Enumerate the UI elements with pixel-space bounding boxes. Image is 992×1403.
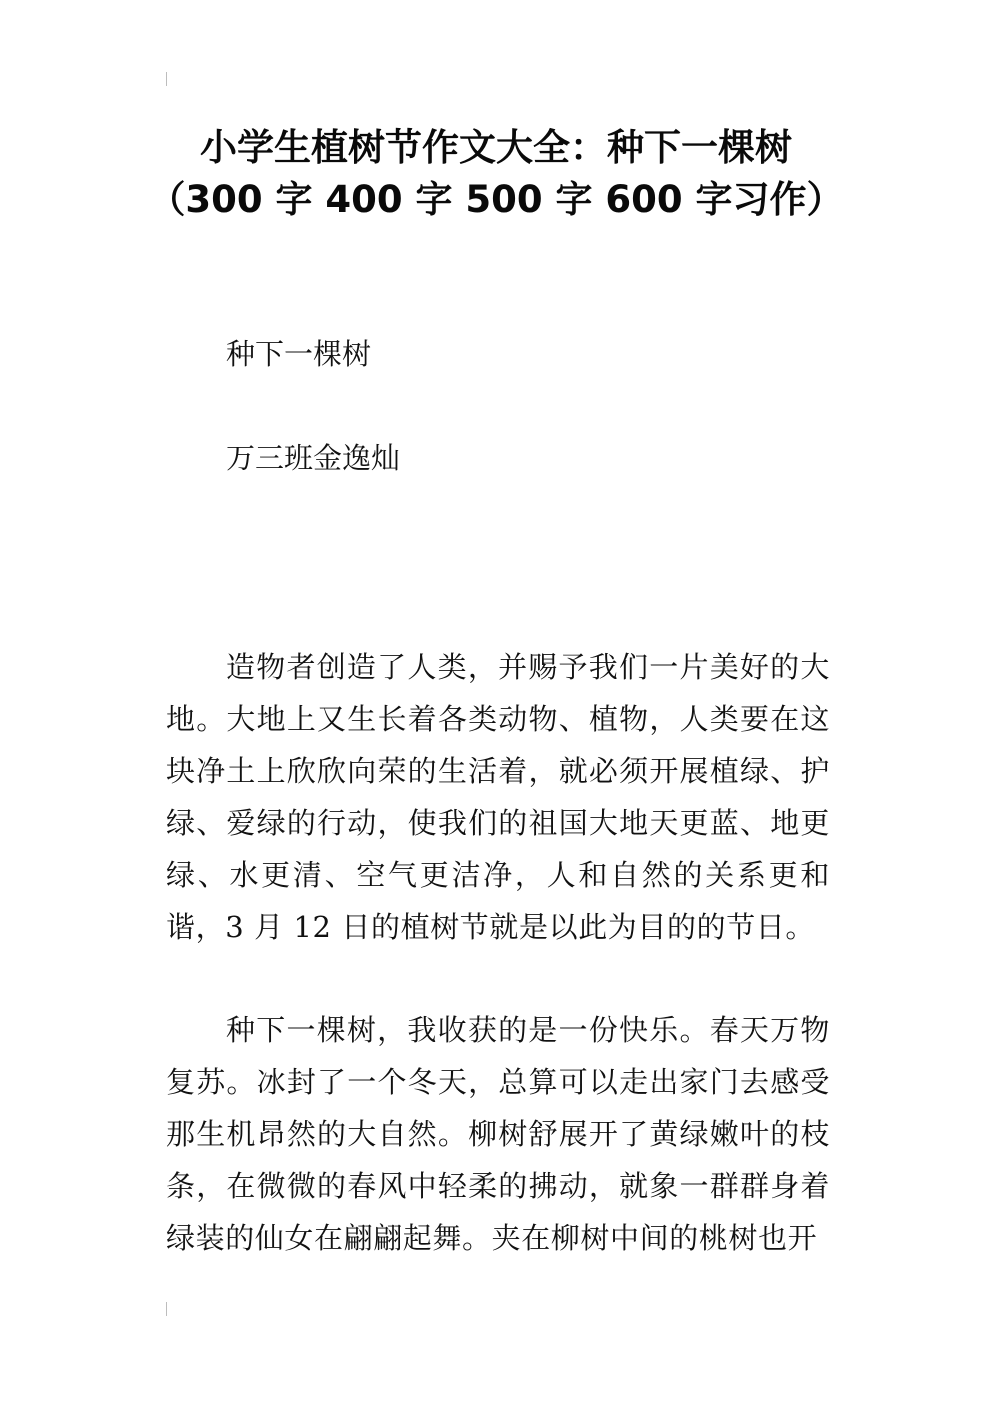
page-corner-mark-bottom [166,1302,167,1316]
page-corner-mark-top [166,72,167,86]
document-title [0,122,992,226]
essay-title: 种下一棵树 [226,337,372,371]
document-title-line-2: （300 字 400 字 500 字 600 字习作） [148,178,844,221]
document-title-line-1: 小学生植树节作文大全：种下一棵树 [200,126,792,169]
essay-paragraph-2: 种下一棵树，我收获的是一份快乐。春天万物复苏。冰封了一个冬天，总算可以走出家门去感受那生机昂然的大自然。柳树舒展开了黄绿嫩叶的枝条，在微微的春风中轻柔的拂动，就象一群群身着绿装的仙女在翩翩起舞。夹在柳树中间的桃树也开 [166,1013,830,1255]
essay-author: 万三班金逸灿 [226,441,401,475]
essay-paragraph-1: 造物者创造了人类，并赐予我们一片美好的大地。大地上又生长着各类动物、植物，人类要在这块净土上欣欣向荣的生活着，就必须开展植绿、护绿、爱绿的行动，使我们的祖国大地天更蓝、地更绿、水更清、空气更洁净，人和自然的关系更和谐，3 月 12 日的植树节就是以此为目的的节日。 [166,650,830,944]
